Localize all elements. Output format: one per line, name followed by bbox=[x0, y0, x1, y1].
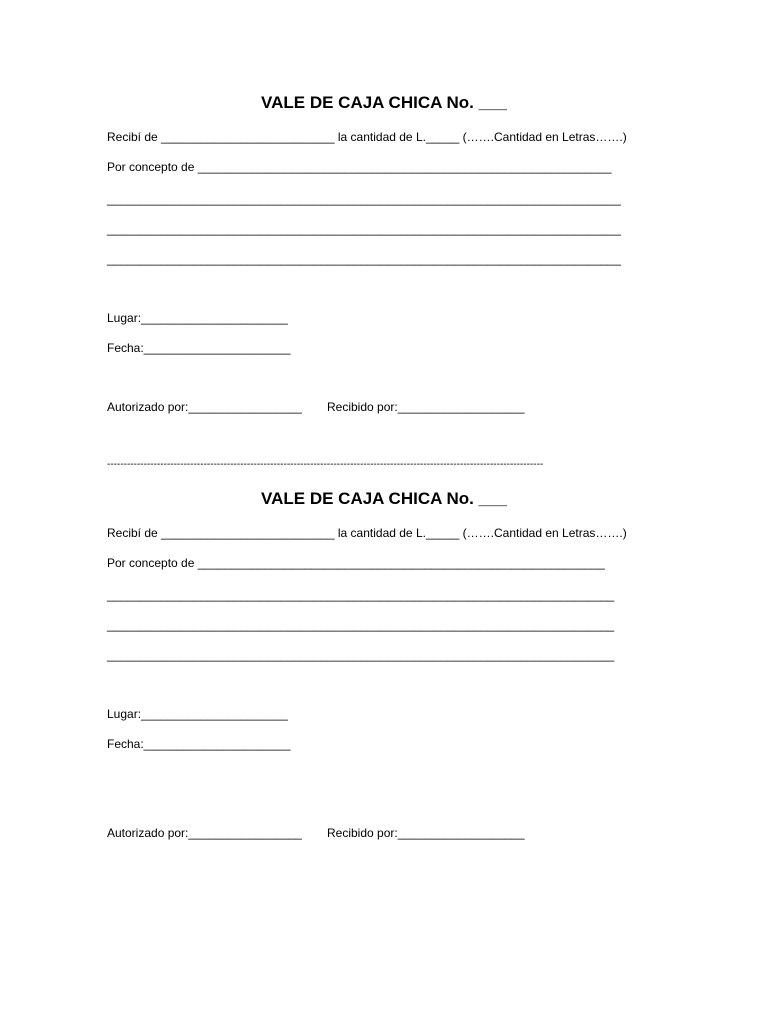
lugar-line: Lugar:______________________ bbox=[107, 311, 288, 325]
recibi-de-line: Recibí de __________________________ la cantidad de L._____ (…….Cantidad en Letras…….) bbox=[107, 130, 627, 144]
blank-line: ____________________________________________________________________________ bbox=[107, 648, 615, 662]
autorizado-por-line: Autorizado por:_________________ bbox=[107, 826, 302, 840]
cut-divider: ----------------------------------------------------------------------------------------------------------------------------------- bbox=[107, 459, 544, 470]
lugar-line: Lugar:______________________ bbox=[107, 707, 288, 721]
fecha-line: Fecha:______________________ bbox=[107, 737, 291, 751]
blank-line: _____________________________________________________________________________ bbox=[107, 222, 621, 236]
voucher-title: VALE DE CAJA CHICA No. ___ bbox=[261, 489, 507, 508]
recibi-de-line: Recibí de __________________________ la cantidad de L._____ (…….Cantidad en Letras…….) bbox=[107, 526, 627, 540]
autorizado-por-line: Autorizado por:_________________ bbox=[107, 400, 302, 414]
recibido-por-line: Recibido por:___________________ bbox=[327, 400, 525, 414]
recibido-por-line: Recibido por:___________________ bbox=[327, 826, 525, 840]
blank-line: _____________________________________________________________________________ bbox=[107, 252, 621, 266]
por-concepto-line: Por concepto de _____________________________________________________________ bbox=[107, 556, 605, 570]
blank-line: ____________________________________________________________________________ bbox=[107, 618, 615, 632]
fecha-line: Fecha:______________________ bbox=[107, 341, 291, 355]
blank-line: ____________________________________________________________________________ bbox=[107, 588, 615, 602]
por-concepto-line: Por concepto de ______________________________________________________________ bbox=[107, 160, 612, 174]
voucher-title: VALE DE CAJA CHICA No. ___ bbox=[261, 93, 507, 112]
blank-line: _____________________________________________________________________________ bbox=[107, 192, 621, 206]
